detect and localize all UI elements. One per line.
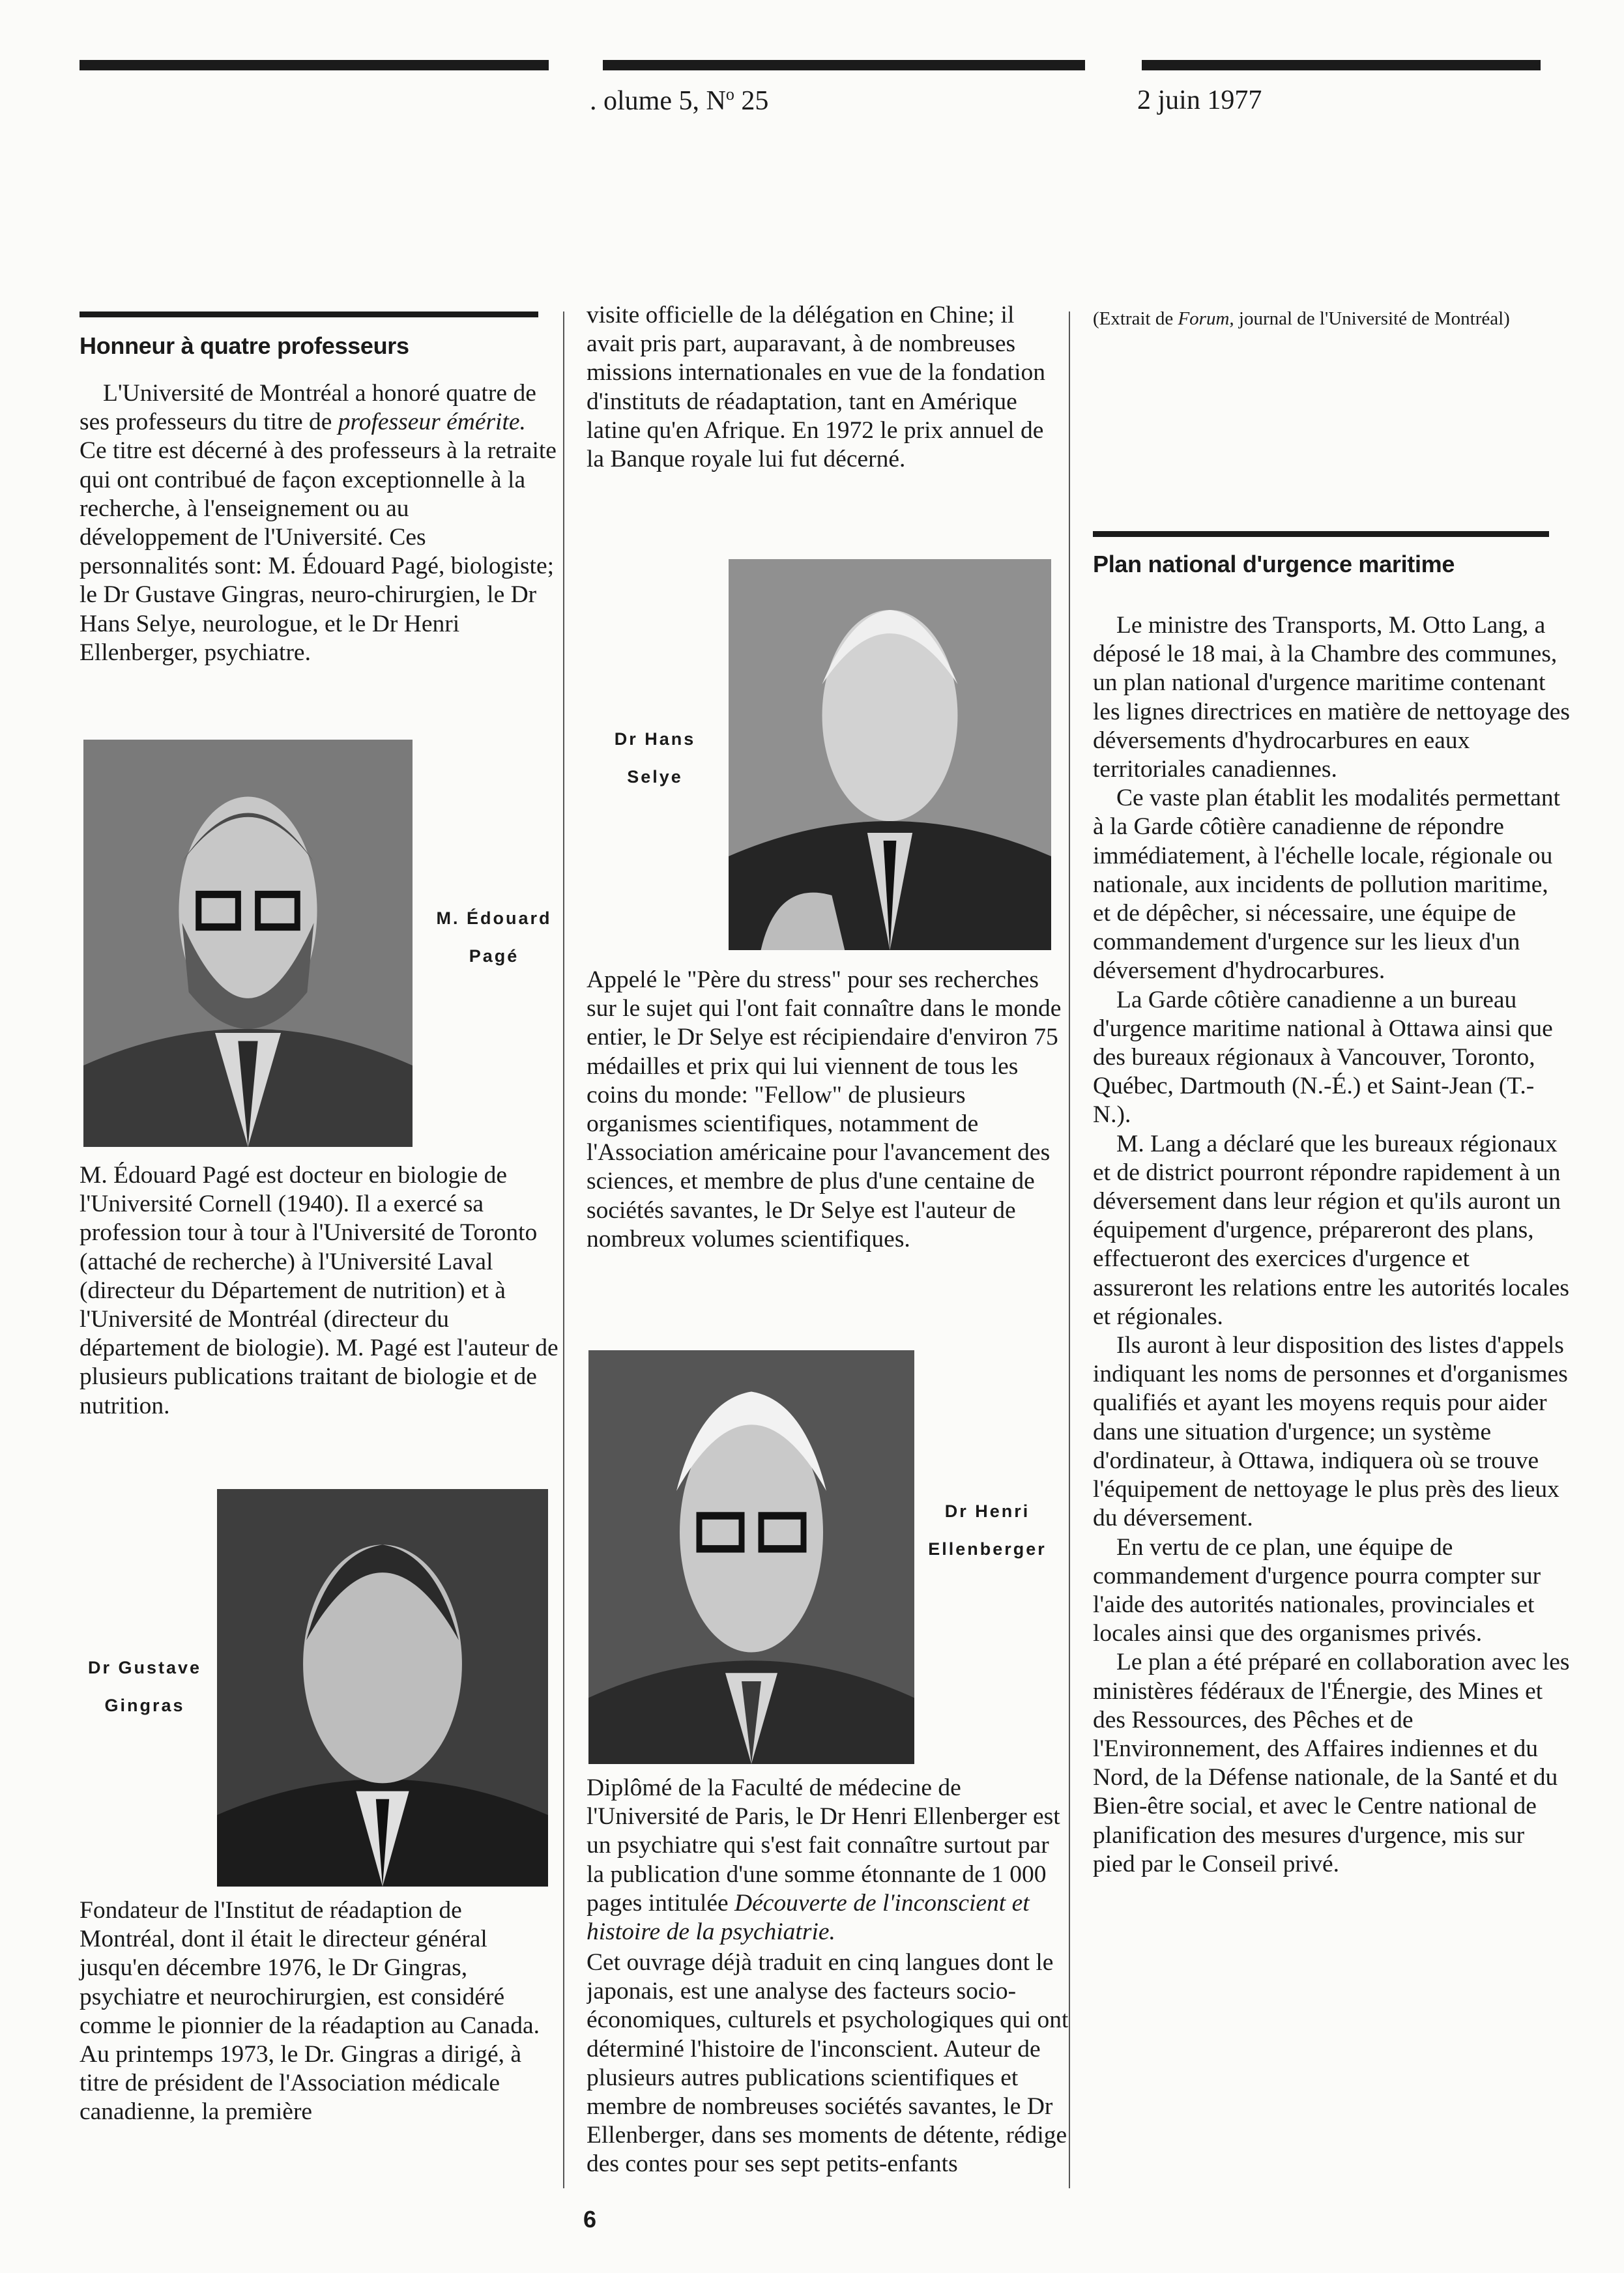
article1-ellenberger-bio-cont: Cet ouvrage déjà traduit en cinq langues dont le japonais, est une analyse des facteurs socio-économiques, culturels et psychologiques qui ont déterminé l'histoire de l'inconscient. Auteur de plusieurs autres publications scientifiques et membre de nombreuses sociétés savantes, le Dr Ellenberger, dans ses moments de détente, rédige des contes pour ses sept petits-enfants bbox=[587, 1949, 1069, 2178]
caption-gustave-gingras: Dr Gustave Gingras bbox=[87, 1658, 202, 1715]
volume-num: 25 bbox=[734, 86, 769, 116]
article2-paragraph: M. Lang a déclaré que les bureaux régionaux et de district pourront répondre rapidement à un déversement dans leur région et qu'ils auront un équipement d'urgence, prépareront des plans, effectueront des exercices d'urgence et assureront les relations entre les autorités locales et régionales. bbox=[1093, 1130, 1569, 1330]
article2-paragraph: En vertu de ce plan, une équipe de commandement d'urgence pourra compter sur l'aide des autorités nationales, provinciales et locales ainsi que des organismes privés. bbox=[1093, 1533, 1541, 1647]
header-bar-left bbox=[80, 60, 549, 70]
article1-gingras-bio: Fondateur de l'Institut de réadaption de Montréal, dont il était le directeur général jusqu'en décembre 1976, le Dr Gingras, psychiatre et neurochirurgien, est considéré comme le pionnier de la réadaption au Canada. Au printemps 1973, le Dr. Gingras a dirigé, à titre de président de l'Association médicale canadienne, la première bbox=[80, 1897, 540, 2126]
column-rule-2 bbox=[1069, 311, 1070, 2188]
header-bar-center bbox=[603, 60, 1085, 70]
volume-sup: o bbox=[725, 85, 734, 104]
photo-henri-ellenberger bbox=[588, 1350, 914, 1764]
page-number: 6 bbox=[583, 2206, 597, 2233]
caption-edouard-page: M. Édouard Pagé bbox=[436, 908, 552, 966]
issue-date: 2 juin 1977 bbox=[1137, 85, 1262, 115]
article2-paragraph: Ils auront à leur disposition des listes d'appels indiquant les noms de personnes et d'organismes qualifiés et ayant les moyens requis pour aider dans une situation d'urgence; un système d'ordinateur, à Ottawa, indiquera où se trouve l'équipement de nettoyage le plus près des lieux du déversement. bbox=[1093, 1332, 1568, 1532]
article2-body bbox=[1093, 611, 1572, 1879]
article2-paragraph: Le plan a été préparé en collaboration avec les ministères fédéraux de l'Énergie, des Mines et des Ressources, des Pêches et de l'Environnement, des Affaires indiennes et du Nord, de la Défense nationale, de la Santé et du Bien-être social, et avec le Centre national de planification des mesures d'urgence, mis sur pied par le Conseil privé. bbox=[1093, 1649, 1570, 1877]
caption-hans-selye: Dr Hans Selye bbox=[614, 729, 696, 787]
caption-henri-ellenberger: Dr Henri Ellenberger bbox=[928, 1501, 1047, 1559]
photo-hans-selye bbox=[729, 559, 1051, 950]
article2-paragraph: Ce vaste plan établit les modalités permettant à la Garde côtière canadienne de répondre immédiatement, à l'échelle locale, régionale ou nationale, aux incidents de pollution maritime, et de dépêcher, si nécessaire, une équipe de commandement d'urgence sur les lieux d'un déversement d'hydrocarbures. bbox=[1093, 785, 1561, 985]
header-bar-right bbox=[1142, 60, 1541, 70]
photo-gustave-gingras bbox=[217, 1489, 548, 1887]
volume-text: . olume 5, N bbox=[590, 86, 726, 116]
article2-paragraph: La Garde côtière canadienne a un bureau d'urgence maritime national à Ottawa ainsi que des bureaux régionaux à Vancouver, Toronto, Québec, Dartmouth (N.-É.) et Saint-Jean (T.-N.). bbox=[1093, 986, 1553, 1129]
article1-gingras-bio-cont: visite officielle de la délégation en Chine; il avait pris part, auparavant, à de nombreuses missions internationales en vue de la fondation d'instituts de réadaptation, tant en Amérique latine qu'en Afrique. En 1972 le prix annuel de la Banque royale lui fut décerné. bbox=[587, 302, 1046, 473]
heading-rule-2 bbox=[1093, 531, 1549, 537]
column-rule-1 bbox=[563, 311, 564, 2188]
article1-ellenberger-bio: Diplômé de la Faculté de médecine de l'Université de Paris, le Dr Henri Ellenberger est un psychiatre qui s'est fait connaître surtout par la publication d'une somme étonnante de 1 000 pages intitulée Découverte de l'inconscient et histoire de la psychiatrie. bbox=[587, 1774, 1060, 1946]
heading-rule-1 bbox=[80, 311, 538, 317]
article1-extract: (Extrait de Forum, journal de l'Université de Montréal) bbox=[1093, 308, 1510, 329]
volume-number bbox=[590, 85, 768, 117]
photo-edouard-page bbox=[83, 740, 413, 1147]
article2-heading: Plan national d'urgence maritime bbox=[1093, 551, 1455, 577]
article1-extract-block bbox=[1093, 301, 1565, 334]
article1-page-bio: M. Édouard Pagé est docteur en biologie de l'Université Cornell (1940). Il a exercé sa profession tour à tour à l'Université de Toronto (attaché de recherche) à l'Université Laval (directeur du Département de nutrition) et à l'Université de Montréal (directeur du département de biologie). M. Pagé est l'auteur de plusieurs publications traitant de biologie et de nutrition. bbox=[80, 1162, 558, 1419]
article2-paragraph: Le ministre des Transports, M. Otto Lang, a déposé le 18 mai, à la Chambre des communes, un plan national d'urgence maritime contenant les lignes directrices en matière de nettoyage des déversements d'hydrocarbures en eaux territoriales canadiennes. bbox=[1093, 612, 1570, 783]
article1-intro: L'Université de Montréal a honoré quatre de ses professeurs du titre de professeur émérite. Ce titre est décerné à des professeurs à la retraite qui ont contribué de façon exceptionnelle à la recherche, à l'enseignement ou au développement de l'Université. Ces personnalités sont: M. Édouard Pagé, biologiste; le Dr Gustave Gingras, neuro-chirurgien, le Dr Hans Selye, neurologue, et le Dr Henri Ellenberger, psychiatre. bbox=[80, 380, 557, 666]
article1-heading: Honneur à quatre professeurs bbox=[80, 332, 409, 359]
article1-selye-bio: Appelé le "Père du stress" pour ses recherches sur le sujet qui l'ont fait connaître dans le monde entier, le Dr Selye est récipiendaire d'environ 75 médailles et prix qui lui viennent de tous les coins du monde: "Fellow" de plusieurs organismes scientifiques, notamment de l'Association américaine pour l'avancement des sciences, et membre de plus d'une centaine de sociétés savantes, le Dr Selye est l'auteur de nombreux volumes scientifiques. bbox=[587, 966, 1062, 1252]
